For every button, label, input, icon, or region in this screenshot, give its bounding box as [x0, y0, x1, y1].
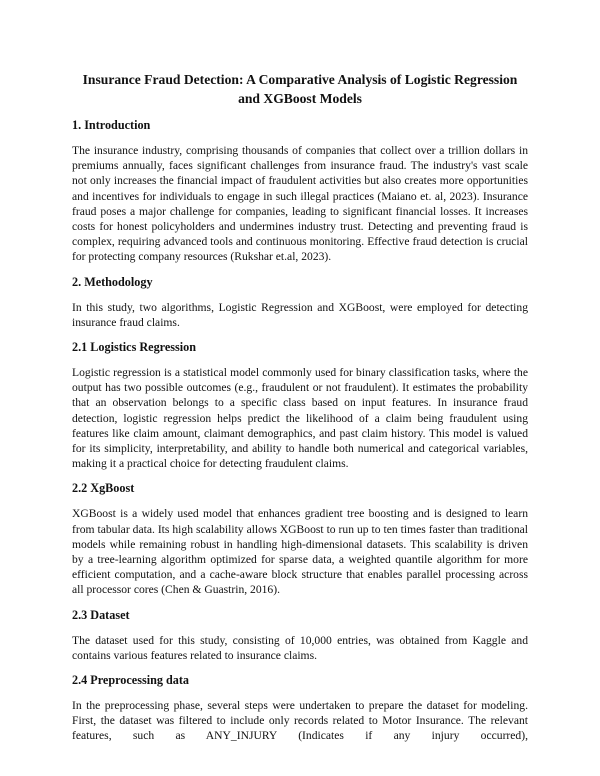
section-heading-logistic-regression: 2.1 Logistics Regression	[72, 340, 197, 355]
section-heading-methodology: 2. Methodology	[72, 274, 153, 289]
section-body-introduction: The insurance industry, comprising thousands of companies that collect over a trillion dollars in premiums annually, faces significant challenges from insurance fraud. The industry's vast scale not only increases the financial impact of fraudulent activities but also creates more opportunities and incentives for individuals to engage in such illegal practices (Maiano et. al, 2023). Insurance fraud poses a major challenge for companies, leading to significant financial losses. It increases costs for honest policyholders and undermines industry trust. Detecting and preventing fraud is complex, requiring advanced tools and continuous monitoring. Effective fraud detection is crucial for protecting company resources (Rukshar et.al, 2023).	[72, 144, 528, 264]
paper-title	[72, 70, 528, 108]
section-body-xgboost: XGBoost is a widely used model that enhances gradient tree boosting and is designed to learn from tabular data. Its high scalability allows XGBoost to run up to ten times faster than traditional models while remaining robust in handling high-dimensional datasets. This scalability is driven by a tree-learning algorithm optimized for sparse data, a weighted quantile algorithm for more efficient computation, and a cache-aware block structure that enables parallel processing across all processor cores (Chen & Guastrin, 2016).	[72, 507, 528, 597]
section-heading-dataset: 2.3 Dataset	[72, 607, 130, 622]
paper-title-line-2: and XGBoost Models	[238, 91, 362, 106]
section-body-logistic-regression: Logistic regression is a statistical model commonly used for binary classification tasks, where the output has two possible outcomes (e.g., fraudulent or not fraudulent). It estimates the probability that an observation belongs to a specific class based on input features. In insurance fraud detection, logistic regression helps predict the likelihood of a claim being fraudulent using features like claim amount, claimant demographics, and past claim history. This model is valued for its simplicity, interpretability, and ability to handle both numerical and categorical variables, making it a practical choice for detecting fraudulent claims.	[72, 366, 528, 471]
section-body-preprocessing: In the preprocessing phase, several steps were undertaken to prepare the dataset for modeling. First, the dataset was filtered to include only records related to Motor Insurance. The relevant features, such as ANY_INJURY (Indicates if any injury occurred),	[72, 699, 528, 743]
section-heading-xgboost: 2.2 XgBoost	[72, 481, 135, 496]
paper-title-line-1: Insurance Fraud Detection: A Comparative Analysis of Logistic Regression	[82, 72, 518, 87]
section-body-methodology: In this study, two algorithms, Logistic Regression and XGBoost, were employed for detecting insurance fraud claims.	[72, 300, 528, 329]
section-body-dataset: The dataset used for this study, consisting of 10,000 entries, was obtained from Kaggle and contains various features related to insurance claims.	[72, 633, 528, 662]
section-heading-preprocessing: 2.4 Preprocessing data	[72, 673, 190, 688]
section-heading-introduction: 1. Introduction	[72, 118, 151, 132]
